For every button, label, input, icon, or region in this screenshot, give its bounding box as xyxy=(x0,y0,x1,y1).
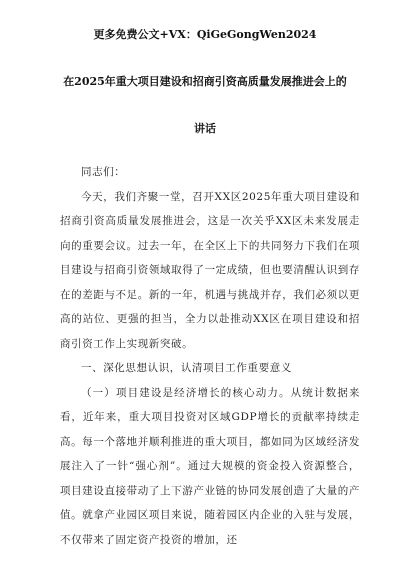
document-subtitle: 讲话 xyxy=(194,122,216,135)
salutation: 同志们： xyxy=(81,166,126,178)
section-heading: 一、深化思想认识，认清项目工作重要意义 xyxy=(81,362,292,374)
document-body xyxy=(60,160,360,552)
paragraph-intro: 今天，我们齐聚一堂，召开XX区2025年重大项目建设和招商引资高质量发展推进会，这是一次关乎XX区未来发展走向的重要会议。过去一年，在全区上下的共同努力下我们在项目建设与招商引资领域取得了一定成绩，但也要清醒认识到存在的差距与不足。新的一年，机遇与挑战并存，我们必须以更高的站位、更强的担当，全力以赴推动XX区在项目建设和招商引资工作上实现新突破。 xyxy=(60,190,360,350)
paragraph-subsection: （一）项目建设是经济增长的核心动力。从统计数据来看，近年来，重大项目投资对区域GDP增长的贡献率持续走高。每一个落地并顺利推进的重大项目，都如同为区域经济发展注入了一针“强心剂”。通过大规模的资金投入资源整合，项目建设直接带动了上下游产业链的协同发展创造了大量的产值。就拿产业园区项目来说，随着园区内企业的入驻与发展，不仅带来了固定资产投资的增加，还 xyxy=(60,386,360,546)
document-title: 在2025年重大项目建设和招商引资高质量发展推进会上的 xyxy=(63,75,347,88)
page-header: 更多免费公文+VX：QiGeGongWen2024 xyxy=(93,28,317,41)
